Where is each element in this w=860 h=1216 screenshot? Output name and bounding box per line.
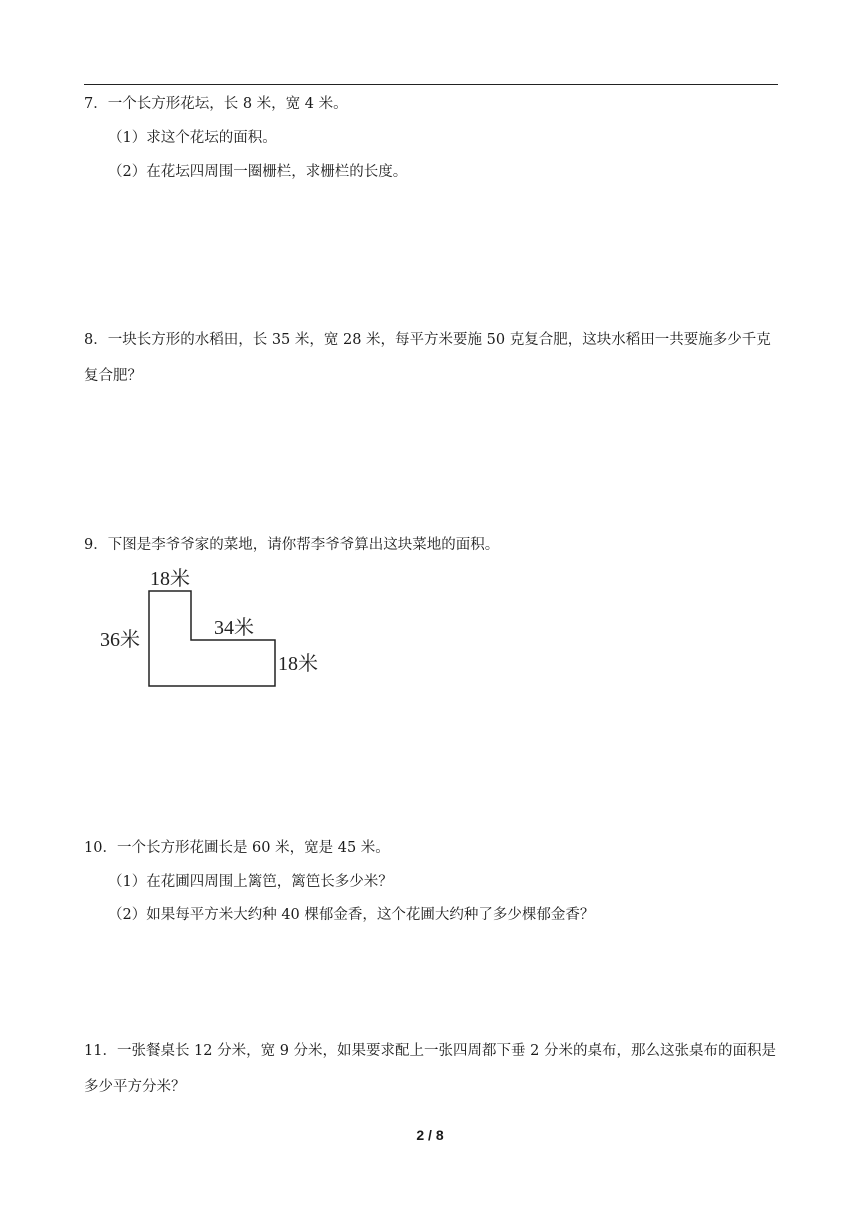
- vegetable-plot-figure: [96, 562, 336, 698]
- label-middle-length: 34米: [214, 617, 254, 639]
- question-9: 9．下图是李爷爷家的菜地，请你帮李爷爷算出这块菜地的面积。: [84, 537, 500, 553]
- question-10-part-2: （2）如果每平方米大约种 40 棵郁金香，这个花圃大约种了多少棵郁金香？: [108, 907, 595, 923]
- header-rule: [84, 84, 778, 85]
- question-10-part-1: （1）在花圃四周围上篱笆，篱笆长多少米？: [108, 874, 393, 890]
- label-top-width: 18米: [150, 568, 190, 590]
- page-number: 2 / 8: [416, 1127, 444, 1143]
- question-11: 11．一张餐桌长 12 分米，宽 9 分米，如果要求配上一张四周都下垂 2 分米的桌布，那么这张桌布的面积是多少平方分米？: [84, 1043, 777, 1095]
- question-10: 10．一个长方形花圃长是 60 米，宽是 45 米。: [84, 840, 390, 856]
- label-left-height: 36米: [100, 629, 140, 651]
- l-shape-outline: [149, 591, 275, 686]
- question-7: 7．一个长方形花坛，长 8 米，宽 4 米。: [84, 96, 348, 112]
- question-7-part-2: （2）在花坛四周围一圈栅栏，求栅栏的长度。: [108, 164, 408, 180]
- question-7-part-1: （1）求这个花坛的面积。: [108, 130, 277, 146]
- label-right-height: 18米: [278, 653, 318, 675]
- question-8: 8．一块长方形的水稻田，长 35 米，宽 28 米，每平方米要施 50 克复合肥，这块水稻田一共要施多少千克复合肥？: [84, 332, 771, 384]
